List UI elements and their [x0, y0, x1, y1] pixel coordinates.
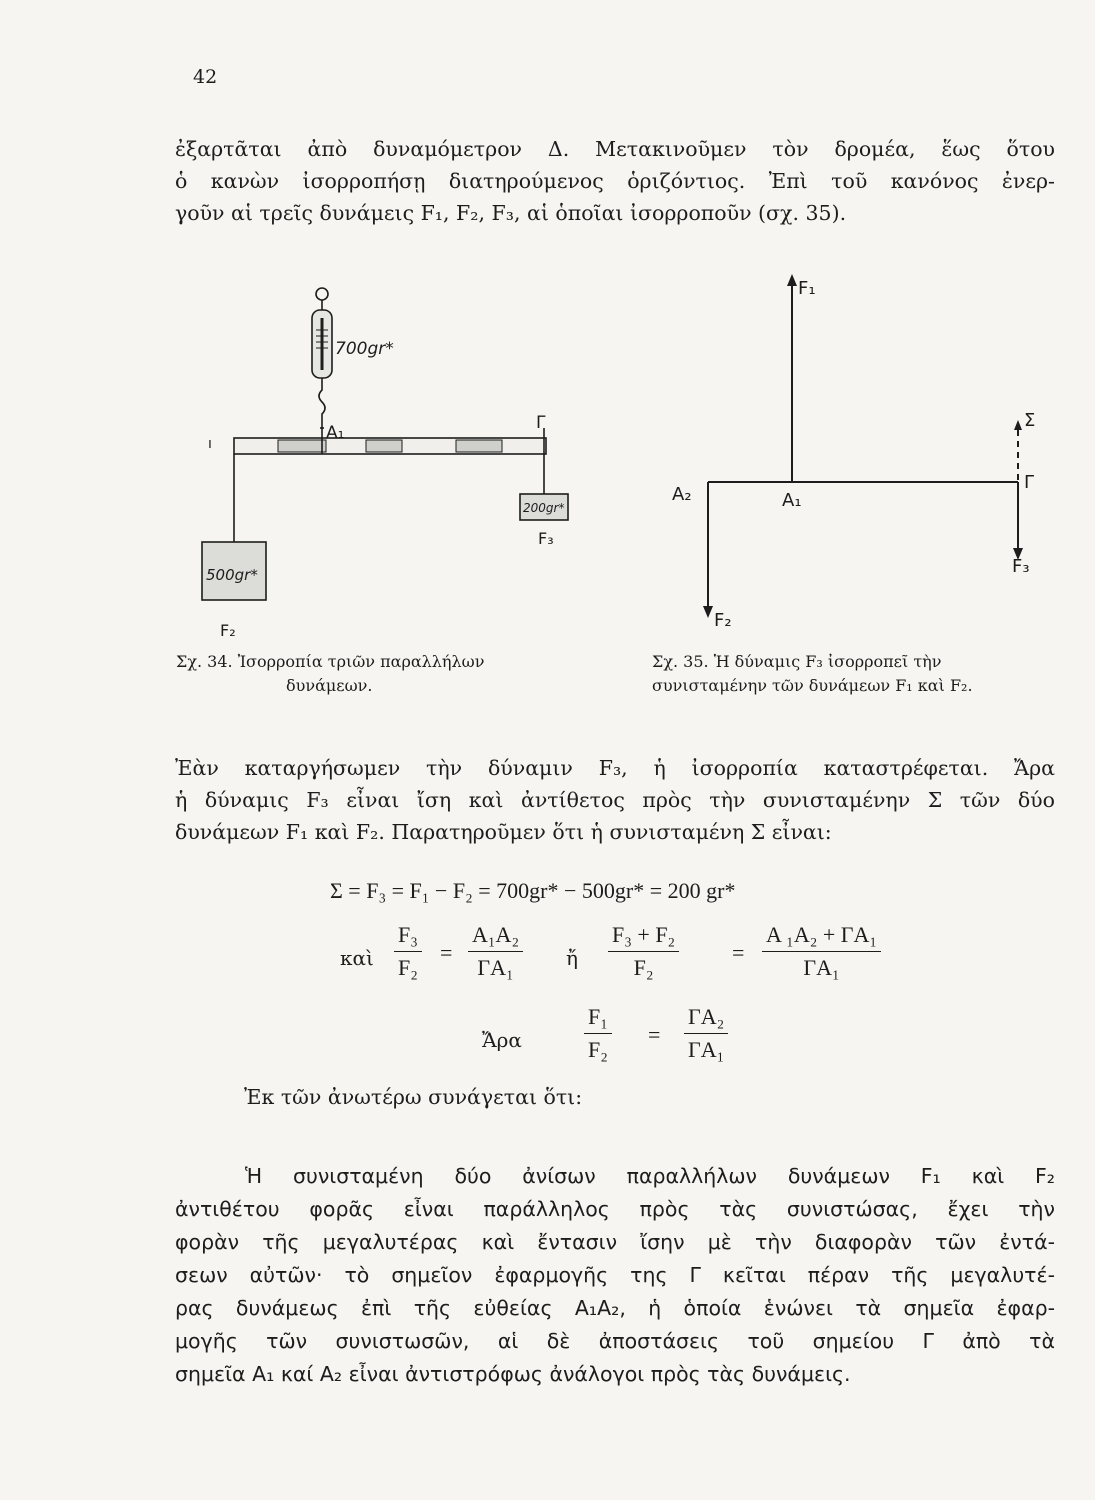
denominator: F₂ [398, 955, 418, 980]
svg-text:ı: ı [208, 436, 212, 452]
figure-34-diagram [180, 280, 620, 650]
text-line: ἀντιθέτου φορᾶς εἶναι παράλληλος πρὸς τὰς συνιστώσας, ἔχει τὴν [175, 1197, 1055, 1221]
paragraph-intro [175, 133, 1055, 229]
caption-line: δυνάμεων. [286, 676, 373, 695]
conclusion-intro: Ἐκ τῶν ἀνωτέρω συνάγεται ὅτι: [244, 1085, 583, 1109]
denominator: ΓA₁ [803, 955, 840, 980]
denominator: ΓA₁ [477, 955, 514, 980]
text-line: σεων αὐτῶν· τὸ σημεῖον ἐφαρμογῆς της Γ κεῖται πέραν τῆς μεγαλυτέ- [175, 1263, 1055, 1287]
figure-35-caption [652, 650, 1072, 698]
text-line: σημεῖα A₁ καί A₂ εἶναι ἀντιστρόφως ἀνάλογοι πρὸς τὰς δυνάμεις. [175, 1362, 851, 1386]
fig34-label-f2: F₂ [220, 621, 236, 640]
fig35-label-f3: F₃ [1012, 556, 1030, 577]
caption-line: Σχ. 35. Ἡ δύναμις F₃ ἰσορροπεῖ τὴν [652, 652, 942, 671]
word-kai: καὶ [340, 946, 374, 970]
text-line: γοῦν αἱ τρεῖς δυνάμεις F₁, F₂, F₃, αἱ ὁποῖαι ἰσορροποῦν (σχ. 35). [175, 201, 847, 225]
denominator: F₂ [588, 1037, 608, 1062]
fig35-label-f2: F₂ [714, 610, 732, 631]
text-line: ἡ δύναμις F₃ εἶναι ἴση καὶ ἀντίθετος πρὸς τὴν συνισταμένην Σ τῶν δύο [175, 788, 1055, 812]
text-line: μογῆς τῶν συνιστωσῶν, αἱ δὲ ἀποστάσεις τοῦ σημείου Γ ἀπὸ τὰ [175, 1329, 1055, 1353]
fig34-label-a1: A₁ [326, 423, 345, 443]
fig34-weight-small-label: 200gr* [523, 501, 565, 515]
numerator: F₃ + F₂ [608, 922, 679, 952]
fig34-dynamometer-label: 700gr* [335, 339, 394, 359]
text-line: Ἡ συνισταμένη δύο ἀνίσων παραλλήλων δυνάμεων F₁ καὶ F₂ [245, 1164, 1055, 1188]
text-line: ὁ κανὼν ἰσορροπήσῃ διατηρούμενος ὁριζόντιος. Ἐπὶ τοῦ κανόνος ἐνερ- [175, 169, 1055, 193]
dynamometer-ring [316, 288, 328, 300]
fraction-f3-plus-f2 [608, 922, 679, 981]
numerator: F₁ [584, 1004, 612, 1034]
equals-sign: = [648, 1022, 661, 1047]
fig35-label-gamma: Γ [1024, 472, 1035, 493]
equation-sigma: Σ = F₃ = F₁ − F₂ = 700gr* − 500gr* = 200 gr* [330, 878, 736, 903]
caption-line: συνισταμένην τῶν δυνάμεων F₁ καὶ F₂. [652, 676, 973, 695]
fig34-label-gamma: Γ [536, 413, 546, 433]
equals-sign: = [440, 940, 453, 965]
text-line: ἐξαρτᾶται ἀπὸ δυναμόμετρον Δ. Μετακινοῦμεν τὸν δρομέα, ἕως ὅτου [175, 137, 1055, 161]
paragraph-conclusion [175, 1160, 1055, 1391]
figure-35-diagram [660, 270, 1060, 645]
denominator: F₂ [633, 955, 654, 980]
fraction-a1a2-plus-ga1 [762, 922, 881, 981]
fraction-a1a2-ga1 [468, 922, 523, 981]
caption-line: Σχ. 34. Ἰσορροπία τριῶν παραλλήλων [176, 652, 485, 671]
word-ara: Ἄρα [482, 1028, 522, 1052]
fig35-label-a1: A₁ [782, 490, 802, 511]
fig34-weight-large-label: 500gr* [206, 566, 258, 584]
fig34-label-f3: F₃ [538, 529, 554, 548]
word-or: ἤ [566, 946, 578, 970]
fraction-f1-f2 [584, 1004, 612, 1063]
denominator: ΓA₁ [688, 1037, 725, 1062]
text-line: Ἐὰν καταργήσωμεν τὴν δύναμιν F₃, ἡ ἰσορροπία καταστρέφεται. Ἄρα [175, 756, 1055, 780]
fig35-label-f1: F₁ [798, 278, 816, 299]
text-line: ρας δυνάμεως ἐπὶ τῆς εὐθείας A₁A₂, ἡ ὁποία ἑνώνει τὰ σημεῖα ἐφαρ- [175, 1296, 1055, 1320]
numerator: ΓA₂ [684, 1004, 728, 1034]
numerator: A ₁A₂ + ΓA₁ [762, 922, 881, 952]
fraction-f3-f2 [394, 922, 422, 981]
text-line: φορὰν τῆς μεγαλυτέρας καὶ ἔντασιν ἴσην μὲ τὴν διαφορὰν τῶν ἐντά- [175, 1230, 1055, 1254]
page-number: 42 [193, 66, 218, 88]
fig35-label-a2: A₂ [672, 484, 692, 505]
paragraph-resultant [175, 752, 1055, 848]
text-line: δυνάμεων F₁ καὶ F₂. Παρατηροῦμεν ὅτι ἡ συνισταμένη Σ εἶναι: [175, 820, 832, 844]
equals-sign: = [732, 940, 745, 965]
figure-34-caption [176, 650, 626, 698]
fraction-ga2-ga1 [684, 1004, 728, 1063]
numerator: F₃ [394, 922, 422, 952]
fig35-label-sigma: Σ [1024, 410, 1036, 431]
numerator: A₁A₂ [468, 922, 523, 952]
